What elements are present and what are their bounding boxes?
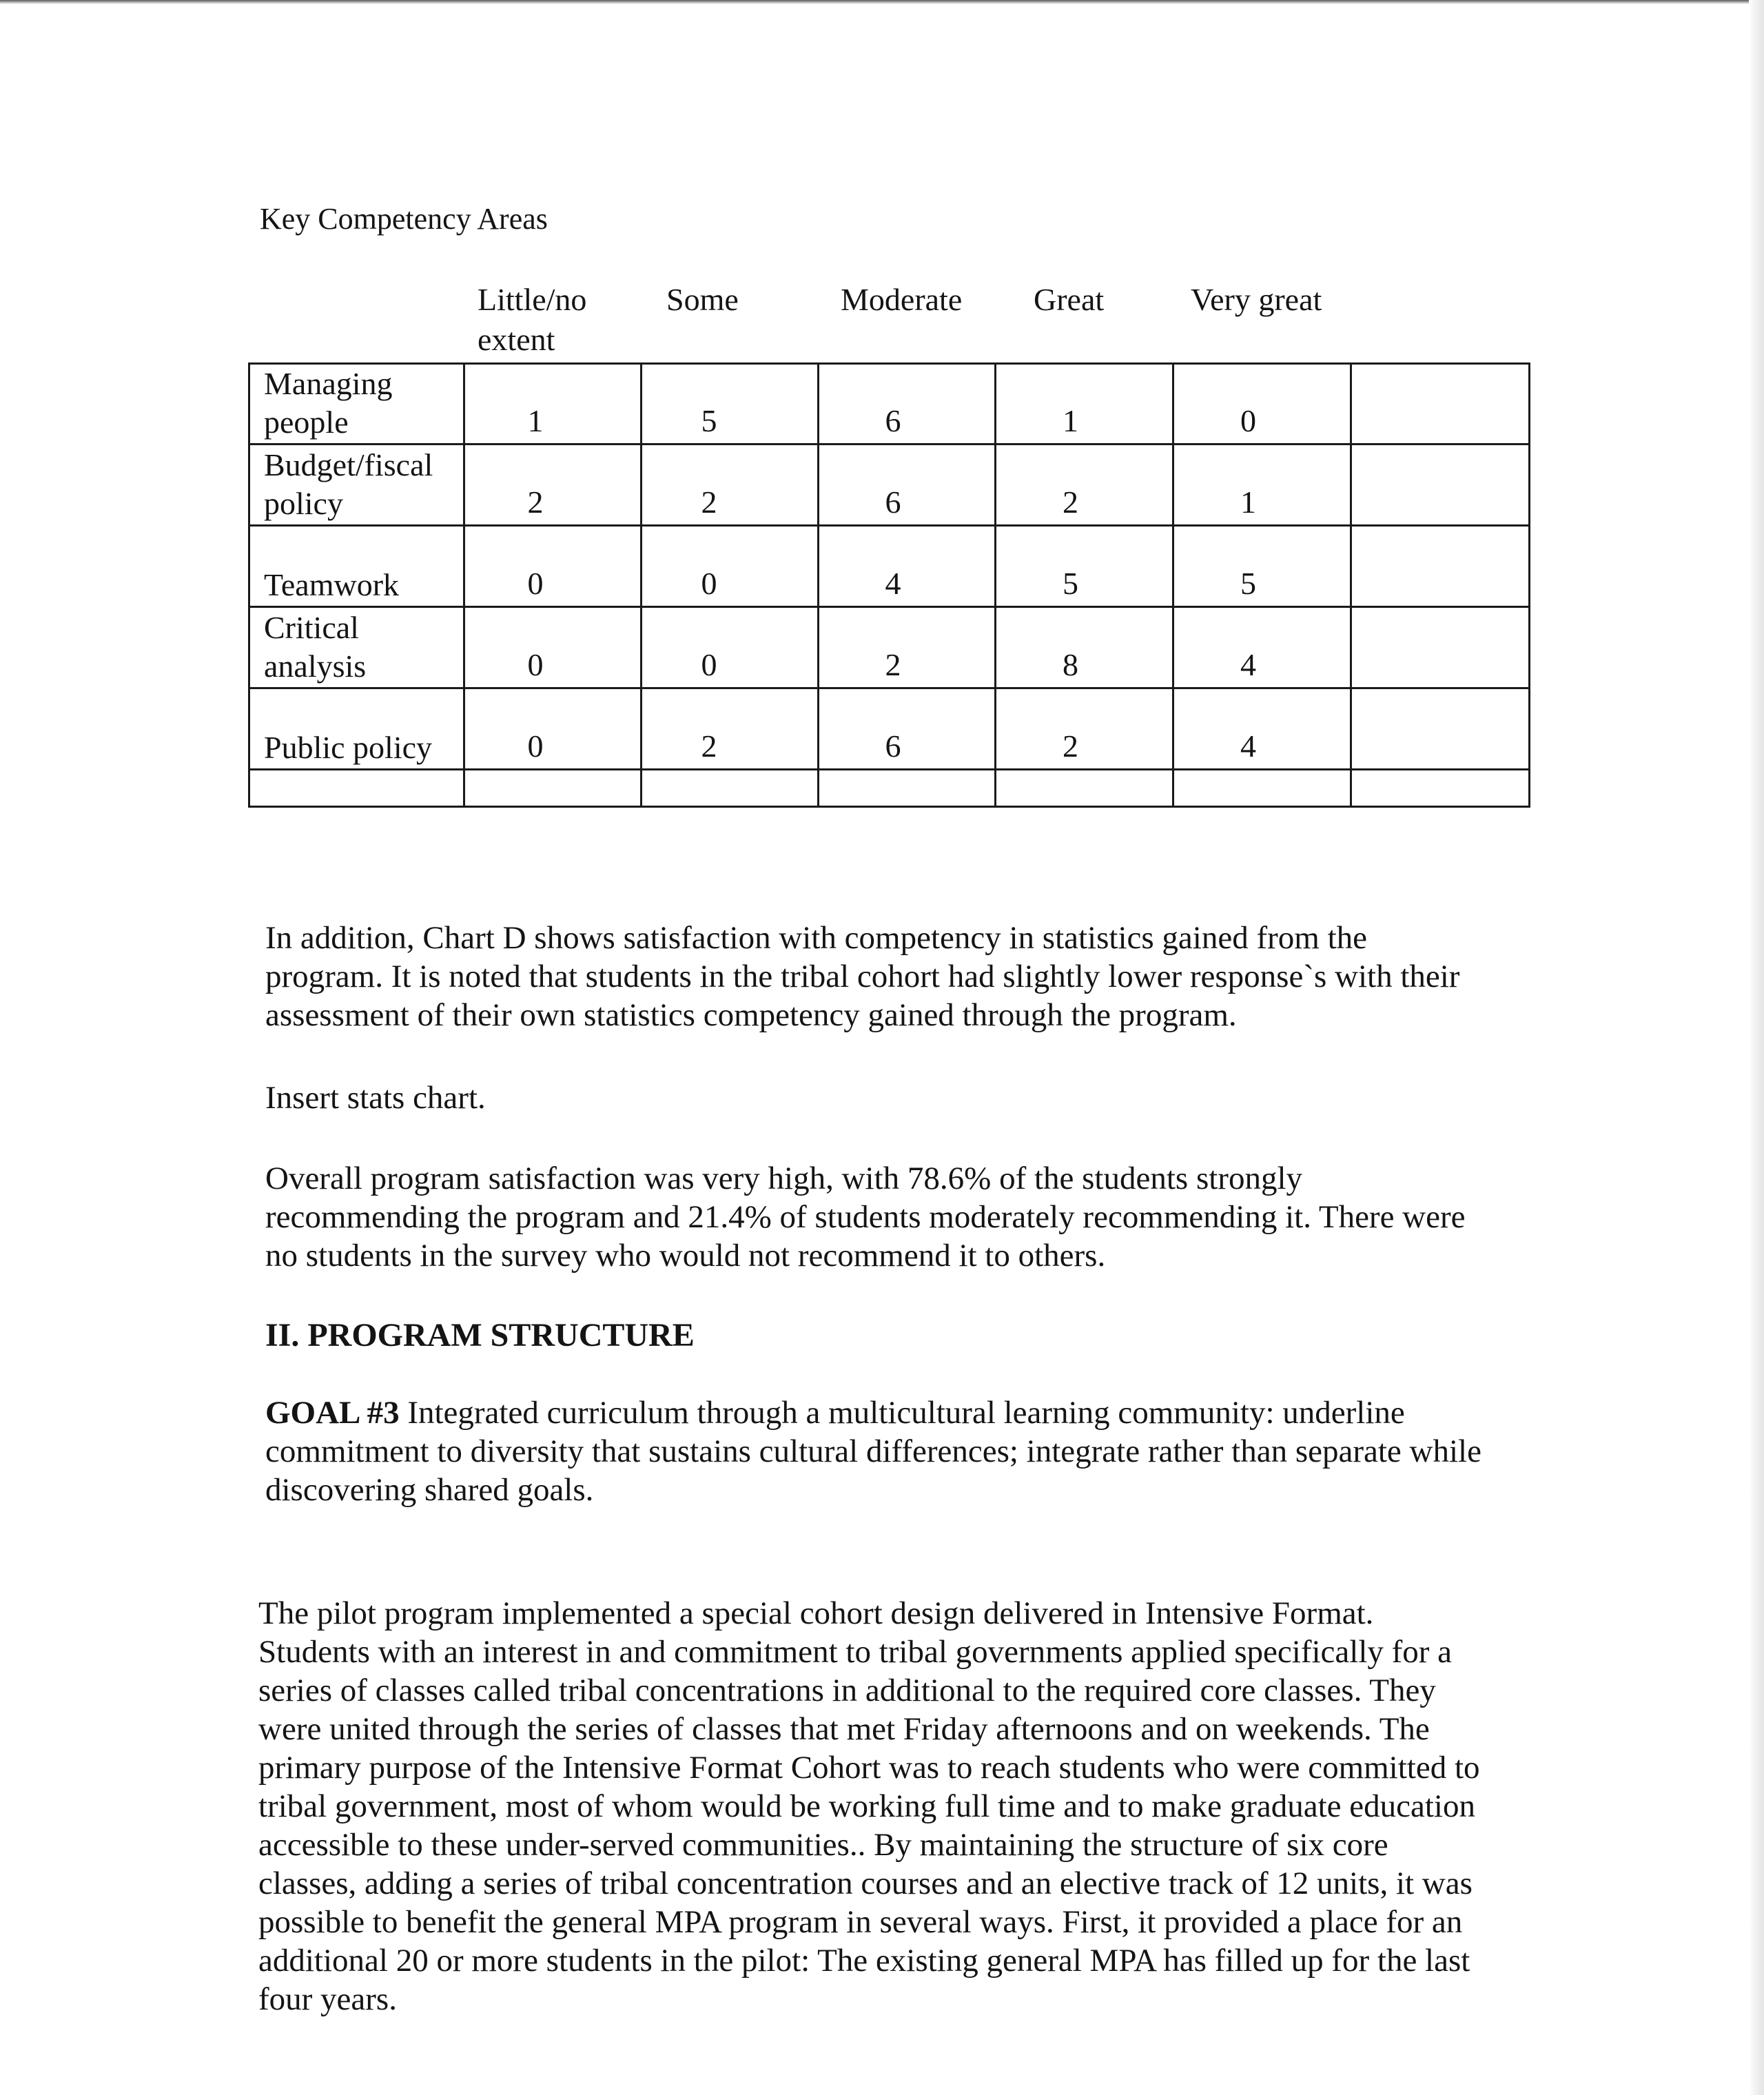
goal-label: GOAL #3 <box>265 1395 400 1431</box>
column-header-some: Some <box>666 282 739 317</box>
table-row <box>249 688 1530 770</box>
table-cell: 2 <box>996 444 1173 526</box>
table-cell: 4 <box>819 526 996 607</box>
table-cell: 1 <box>1173 444 1351 526</box>
page-right-edge <box>1749 0 1764 2095</box>
table-cell: 6 <box>819 444 996 526</box>
paragraph-goal-3 <box>265 1393 1492 1509</box>
row-label-critical-analysis: Critical analysis <box>249 607 464 688</box>
row-label-teamwork: Teamwork <box>249 526 464 607</box>
table-cell: 4 <box>1173 607 1351 688</box>
table-cell: 0 <box>464 688 642 770</box>
table-cell: 2 <box>996 688 1173 770</box>
page-top-edge <box>0 0 1764 4</box>
table-cell: 0 <box>464 607 642 688</box>
table-cell: 2 <box>464 444 642 526</box>
table-cell-empty <box>1351 770 1530 807</box>
row-label-public-policy: Public policy <box>249 688 464 770</box>
table-cell: 0 <box>1173 364 1351 444</box>
section-title: Key Competency Areas <box>260 202 548 236</box>
table-cell-empty <box>1173 770 1351 807</box>
table-cell: 2 <box>819 607 996 688</box>
table-cell: 1 <box>996 364 1173 444</box>
column-header-moderate: Moderate <box>841 282 963 317</box>
column-header-little-no-extent: Little/no extent <box>478 282 587 357</box>
table-cell: 2 <box>642 688 819 770</box>
section-heading: II. PROGRAM STRUCTURE <box>265 1317 695 1353</box>
table-cell-empty <box>1351 526 1530 607</box>
table-cell-empty <box>1351 688 1530 770</box>
table-row-empty <box>249 770 1530 807</box>
competency-table <box>248 362 1530 808</box>
table-cell: 2 <box>642 444 819 526</box>
goal-text: Integrated curriculum through a multicultural learning community: underline commitment to diversity that sustains cultural differences; integrate rather than separate while discovering shared goals. <box>265 1395 1481 1508</box>
row-label-managing-people: Managing people <box>249 364 464 444</box>
table-cell-empty <box>464 770 642 807</box>
row-label-budget-fiscal-policy: Budget/fiscal policy <box>249 444 464 526</box>
paragraph-insert-chart: Insert stats chart. <box>265 1080 486 1116</box>
table-cell: 5 <box>996 526 1173 607</box>
table-cell: 6 <box>819 364 996 444</box>
table-cell: 1 <box>464 364 642 444</box>
table-cell: 4 <box>1173 688 1351 770</box>
table-row <box>249 444 1530 526</box>
paragraph-chart-d: In addition, Chart D shows satisfaction with competency in statistics gained from the program. It is noted that students in the tribal cohort had slightly lower response`s with their assessment of their own statistics competency gained through the program. <box>265 920 1460 1033</box>
column-header-great: Great <box>1034 282 1105 317</box>
table-cell: 0 <box>642 526 819 607</box>
paragraph-pilot-program: The pilot program implemented a special cohort design delivered in Intensive Format. Students with an interest in and commitment to tribal governments applied specifically for a series of classes called tribal concentrations in additional to the required core classes. They were united through the series of classes that met Friday afternoons and on weekends. The primary purpose of the Intensive Format Cohort was to reach students who were committed to tribal government, most of whom would be working full time and to make graduate education accessible to these under-served communities.. By maintaining the structure of six core classes, adding a series of tribal concentration courses and an elective track of 12 units, it was possible to benefit the general MPA program in several ways. First, it provided a place for an additional 20 or more students in the pilot: The existing general MPA has filled up for the last four years. <box>258 1595 1480 2017</box>
table-row <box>249 607 1530 688</box>
table-cell-empty <box>996 770 1173 807</box>
table-cell: 5 <box>1173 526 1351 607</box>
table-cell-empty <box>819 770 996 807</box>
paragraph-overall-satisfaction: Overall program satisfaction was very high, with 78.6% of the students strongly recommending the program and 21.4% of students moderately recommending it. There were no students in the survey who would not recommend it to others. <box>265 1161 1466 1274</box>
table-cell: 6 <box>819 688 996 770</box>
table-row <box>249 526 1530 607</box>
column-header-very-great: Very great <box>1191 282 1322 317</box>
table-cell: 8 <box>996 607 1173 688</box>
table-cell-empty <box>642 770 819 807</box>
table-cell-empty <box>1351 607 1530 688</box>
table-cell-empty <box>1351 444 1530 526</box>
table-cell-empty <box>249 770 464 807</box>
table-cell: 0 <box>642 607 819 688</box>
table-cell: 5 <box>642 364 819 444</box>
table-cell: 0 <box>464 526 642 607</box>
table-cell-empty <box>1351 364 1530 444</box>
table-row <box>249 364 1530 444</box>
